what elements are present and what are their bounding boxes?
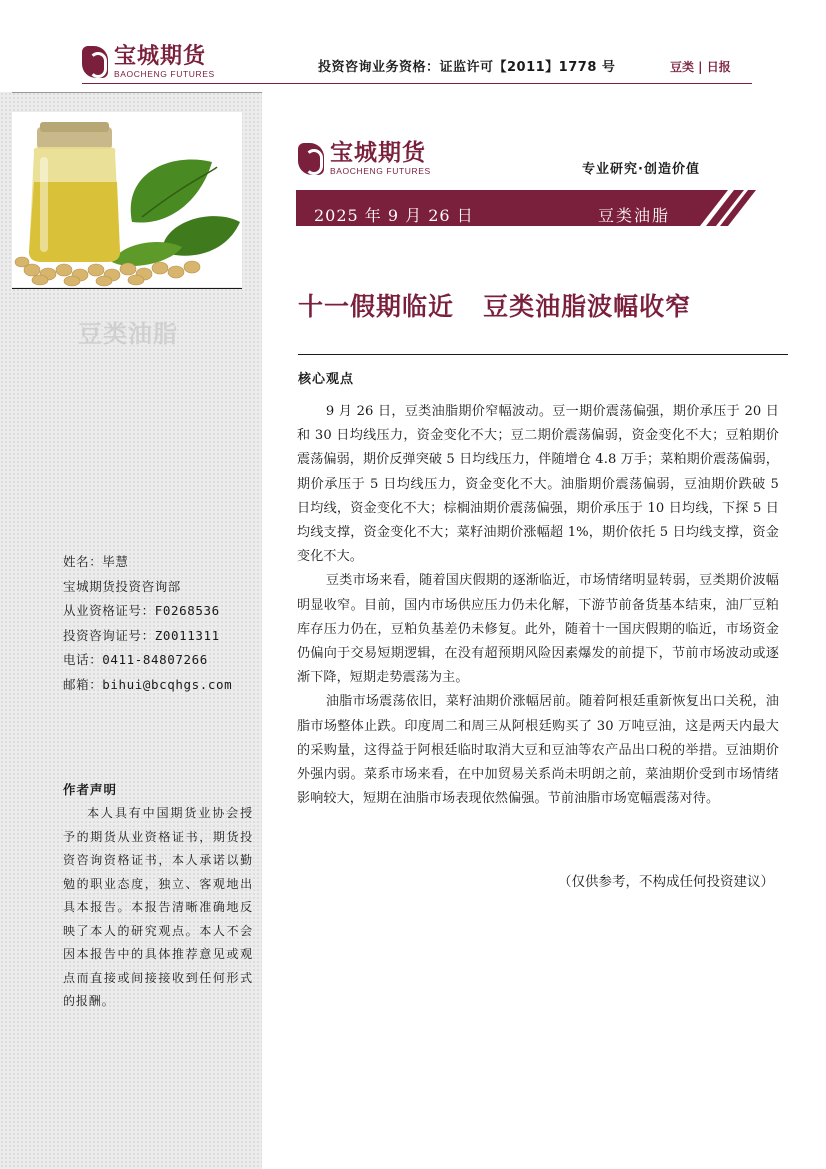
declaration-text: 本人具有中国期货业协会授予的期货从业资格证书，期货投资咨询资格证书，本人承诺以勤勉的职业态度，独立、客观地出具本报告。本报告清晰准确地反映了本人的研究观点。本人不会因本报告中的具体推荐意见或观点而直接或间接接收到任何形式的报酬。: [63, 806, 253, 1008]
headline: 十一假期临近 豆类油脂波幅收窄: [298, 292, 692, 321]
slogan: 专业研究·创造价值: [582, 162, 700, 177]
logo-name-cn: 宝城期货: [330, 140, 426, 166]
soybean-oil-jar-image: [12, 112, 242, 287]
left-sidebar: [0, 92, 262, 1169]
author-department: 宝城期货投资咨询部: [63, 578, 181, 594]
paragraph: 油脂市场震荡依旧，菜籽油期价涨幅居前。随着阿根廷重新恢复出口关税，油脂市场整体止跌。印度周二和周三从阿根廷购买了 30 万吨豆油，这是两天内最大的采购量，这得益于阿根廷临时取消大豆和豆油等农产品出口税的举措。豆油期价外强内弱。菜系市场来看，在中加贸易关系尚未明朗之前，菜油期价受到市场情绪影响较大，短期在油脂市场表现依然偏强。节前油脂市场宽幅震荡对待。: [297, 694, 779, 807]
author-name: 姓名：毕慧: [63, 554, 129, 569]
report-type-tags: 豆类 | 日报: [670, 60, 731, 74]
qualification-text: 投资咨询业务资格：证监许可【2011】1778 号: [318, 60, 616, 75]
header-divider: [82, 83, 752, 84]
report-category: 豆类油脂: [598, 206, 671, 225]
declaration-title: 作者声明: [63, 782, 118, 797]
logo-name-en: BAOCHENG FUTURES: [114, 69, 215, 79]
headline-divider: [298, 354, 788, 355]
baocheng-logo-icon: [82, 46, 108, 78]
report-body: [297, 400, 779, 811]
logo-name-cn: 宝城期货: [114, 44, 207, 69]
image-divider: [12, 288, 242, 289]
report-date: 2025 年 9 月 26 日: [314, 206, 474, 225]
paragraph: 9 月 26 日，豆类油脂期价窄幅波动。豆一期价震荡偏强，期价承压于 20 日和 30 日均线压力，资金变化不大；豆二期价震荡偏弱，资金变化不大；豆粕期价震荡偏弱，期价反弹突破 5 日均线压力，伴随增仓 4.8 万手；菜粕期价震荡偏弱，期价承压于 5 日均线压力，资金变化不大。油脂期价震荡偏弱，豆油期价跌破 5 日均线，资金变化不大；棕榈油期价震荡偏强，期价承压于 10 日均线，下探 5 日均线支撑，资金变化不大；菜籽油期价涨幅超 1%，期价依托 5 日均线支撑，资金变化不大。: [297, 404, 779, 565]
paragraph: 豆类市场来看，随着国庆假期的逐渐临近，市场情绪明显转弱，豆类期价波幅明显收窄。目前，国内市场供应压力仍未化解，下游节前备货基本结束，油厂豆粕库存压力仍在，豆粕负基差仍未修复。此外，随着十一国庆假期的临近，市场资金仍偏向于交易短期逻辑，在没有超预期风险因素爆发的前提下，节前市场波动或逐渐下降，短期走势震荡为主。: [297, 573, 779, 686]
report-logo: [298, 142, 431, 176]
author-consulting-no: 投资咨询证号：Z0011311: [63, 627, 220, 643]
author-phone: 电话：0411-84807266: [63, 652, 208, 667]
sidebar-title: 豆类油脂: [78, 320, 178, 348]
logo-name-en: BAOCHENG FUTURES: [330, 166, 431, 176]
author-info: [63, 552, 232, 699]
sidebar-top-divider: [12, 92, 262, 93]
author-qualification-no: 从业资格证号：F0268536: [63, 603, 220, 618]
author-email: 邮箱：bihui@bcqhgs.com: [63, 676, 233, 692]
page-header: [0, 0, 826, 92]
header-logo: [82, 46, 215, 79]
baocheng-logo-icon: [298, 143, 324, 175]
section-heading: 核心观点: [298, 372, 355, 387]
disclaimer: （仅供参考，不构成任何投资建议）: [558, 874, 774, 890]
